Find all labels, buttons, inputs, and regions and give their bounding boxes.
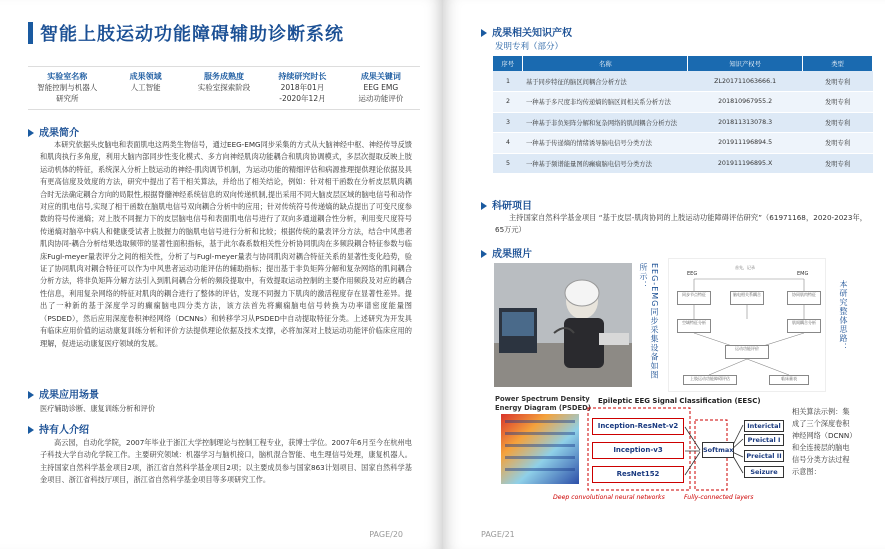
diagram-box: 运动功能评价 [725,345,769,359]
diagram-box: 临床量表 [769,375,809,385]
intro-paragraph: 本研究依据头皮脑电和表面肌电这两类生物信号，通过EEG-EMG同步采集的方式从大脑神经中枢、神经传导反馈和肌肉执行多角度，利用大脑内部同步性变化模式、多方向神经肌肉功能耦合和肌肉协调模式，多层次提取反映上肢运动机体的特征，系统深入分析上肢运动的神经-肌肉调节机制，为运动功能的精细评估和病源推理提供理论依据及具有更高信度及效度的方法，研究中提出了若干相关算法，并给出了相关结论，例如：针对相干函数在分析皮层肌肉耦合时无法确定耦合方向的局限性,根据脊髓神经系统信息的双向传递机制,提出采用不同大脑皮层区域的脑电信号和动作对应的肌电信号,实现了相干函数在脑肌电信号双向耦合分析中的应用；针对传统符号传递熵的缺点提出了可变尺度参数的符号传递熵；对上肢不同握力下的皮层脑电信号和表面肌电信号进行了双向多通道耦合性分析，利用变尺度符号传递熵对脑卒中病人和健康受试者上肢握力的脑肌电信号进行分析和比较；根据传统的量表评分方法，结合中风患者肌肉协同-耦合分析结果选取频带的显著性面积指标，基于此尔森系数相关性分析协同肌肉在多频段耦合特征参数与临床Fugl-meyer量表评分之间的相关性，分析了与Fugl-meyer量表与协同肌肉对耦合特征关系的显著性变化趋势，验证了协同肌肉对耦合特征可以作为中风患者运动功能评估的辅助指标；提出基于非负矩阵分解和复杂网络的肌间耦合分析方法，将非负矩阵分解方法引入到肌间耦合分析的频段提取中，有效提取运动控制的主要作用频段及对应的耦合性信息，利用复杂网络的特征对肌肉的耦合进行了整体的评估，发现不同握力下肌肉的激活程度存在显著性差异。提出了一种新的基于深度学习的癫痫脑电四分类方法，该方法首先将癫痫脑电信号转换为功率谱密度能量图（PSDED），然后应用深度卷积神经网络（DCNNs）和转移学习从PSDED中自动提取特征分类。上述研究为开发具有临床应用价值的运动康复训练分析和评价方法提供理论依据及技术支撑，必将加深对上肢运动功能评价临床应用的理解，促进运动康复医疗领域的发展。 [40,140,412,348]
info-lab [28,67,106,109]
page-number: PAGE/20 [369,530,403,539]
cell: 基于同步特征的脑区间耦合分析方法 [523,71,688,92]
cell: 发明专利 [803,71,873,92]
table-row [493,92,873,113]
photo-caption: EEG-EMG同步采集设备如图所示： [639,263,659,380]
psd-title-line2: Energy Diagram (PSDED) [495,404,591,412]
info-head: 服务成熟度 [204,72,245,81]
info-value: 实验室探索阶段 [197,83,251,92]
triangle-icon [481,250,487,258]
diagram-box: 同步节点特征 [677,291,711,305]
section-holder-heading: 持有人介绍 [28,421,89,436]
output-interictal: Interictal [744,420,784,432]
column-header: 名称 [523,56,688,71]
softmax-box: Softmax [702,442,734,458]
info-value: -2020年12月 [279,94,326,103]
cell: 201911196895.X [688,153,803,174]
info-duration [263,67,341,109]
research-flow-diagram [668,258,826,392]
project-paragraph: 主持国家自然科学基金项目 “基于皮层-肌肉协同的上肢运动功能障碍评估研究”（61971168，2020-2023年，65万元） [495,213,867,235]
algorithm-note: 相关算法示例：集成了三个深度卷积神经网络（DCNN）和全连接层的脑电信号分类方法过程示意图： [792,407,853,476]
table-header-row [493,56,873,71]
cell: 发明专利 [803,112,873,133]
diagram-emg-label: EMG [797,271,809,277]
cell: ZL201711063666.1 [688,71,803,92]
diagram-box: 协同肌肉特征 [787,291,821,305]
title-accent-bar [28,22,33,44]
cell: 201911196894.5 [688,133,803,154]
info-maturity [185,67,263,109]
column-header: 类型 [803,56,873,71]
diagram-box: 脑电相关系耦合 [730,291,764,305]
cell: 4 [493,133,523,154]
cell: 201810967955.2 [688,92,803,113]
info-row [28,66,420,110]
section-photo-heading: 成果照片 [481,245,532,260]
triangle-icon [28,426,34,434]
output-seizure: Seizure [744,466,784,478]
holder-paragraph: 高云园，自动化学院，2007年毕业于浙江大学控制理论与控制工程专业，获博士学位。2007年6月至今在杭州电子科技大学自动化学院工作。主要研究领域：机器学习与脑机接口，脑机混合智能、电生理信号处理，康复机器人。主持国家自然科学基金项目2项，浙江省自然科学基金项目2项；以主要成员参与国家863计划项目、国家自然科学基金项目、浙江省科技厅项目，浙江省自然科学基金项目等多项研究工作。 [40,438,412,485]
diagram-eeg-label: EEG [687,271,698,277]
page-number: PAGE/21 [481,530,515,539]
patent-subheading: 发明专利（部分） [495,42,564,52]
section-scene-heading: 成果应用场景 [28,386,99,401]
net-box-inception-resnet: Inception-ResNet-v2 [592,418,684,435]
patent-table [493,56,873,174]
psded-heatmap [495,414,585,494]
section-intro-heading: 成果简介 [28,124,79,139]
eesc-title: Epileptic EEG Signal Classification (EESC) [598,397,761,405]
info-value: EEG EMG [363,83,399,92]
table-row [493,71,873,92]
cell: 发明专利 [803,133,873,154]
info-head: 成果领域 [129,72,162,81]
cell: 一种基于非负矩阵分解和复杂网络的肌间耦合分析方法 [523,112,688,133]
cell: 一种基于传递熵的情绪诱导脑电信号分类方法 [523,133,688,154]
info-value: 运动功能评价 [358,94,404,103]
eeg-emg-device-photo [494,263,632,387]
info-field [106,67,184,109]
net-box-resnet152: ResNet152 [592,466,684,483]
cell: 发明专利 [803,153,873,174]
cell: 一种基于多尺度非均传递熵的脑区间相关系分析方法 [523,92,688,113]
triangle-icon [481,29,487,37]
output-preictal-1: Preictal I [744,434,784,446]
table-row [493,133,873,154]
diagram-box: 上肢运动功能障碍评估 [683,375,737,385]
cell: 发明专利 [803,92,873,113]
photo-illustration [494,263,632,387]
scene-paragraph: 医疗辅助诊断、康复训练分析和评价 [40,404,156,413]
cell: 3 [493,112,523,133]
fc-label: Fully-connected layers [684,494,754,501]
cell: 2 [493,92,523,113]
diagram-top-label: 首先，记录 [735,265,755,270]
section-ip-heading: 成果相关知识产权 [481,24,572,39]
table-row [493,112,873,133]
info-value: 智能控制与机器人 [37,83,98,92]
info-keywords [342,67,420,109]
info-head: 成果关键词 [360,72,401,81]
page-title: 智能上肢运动功能障碍辅助诊断系统 [40,24,344,45]
triangle-icon [28,391,34,399]
column-header: 序号 [493,56,523,71]
cell: 201811313078.3 [688,112,803,133]
psd-title-line1: Power Spectrum Density [495,395,590,403]
diagram-box: 空域特征分析 [677,319,711,333]
table-row [493,153,873,174]
dcnn-label: Deep convolutional neural networks [553,494,665,501]
output-preictal-2: Preictal II [744,450,784,462]
diagram-box: 肌间耦合分析 [787,319,821,333]
cell: 5 [493,153,523,174]
info-head: 持续研究时长 [278,72,327,81]
triangle-icon [481,202,487,210]
cell: 1 [493,71,523,92]
info-head: 实验室名称 [47,72,88,81]
section-project-heading: 科研项目 [481,197,532,212]
cell: 一种基于频谱能量图的癫痫脑电信号分类方法 [523,153,688,174]
column-header: 知识产权号 [688,56,803,71]
info-value: 2018年01月 [280,83,325,92]
triangle-icon [28,129,34,137]
info-value: 人工智能 [130,83,161,92]
diagram-caption: 本研究整体思路： [839,280,848,352]
net-box-inception-v3: Inception-v3 [592,442,684,459]
info-value: 研究所 [55,94,79,103]
